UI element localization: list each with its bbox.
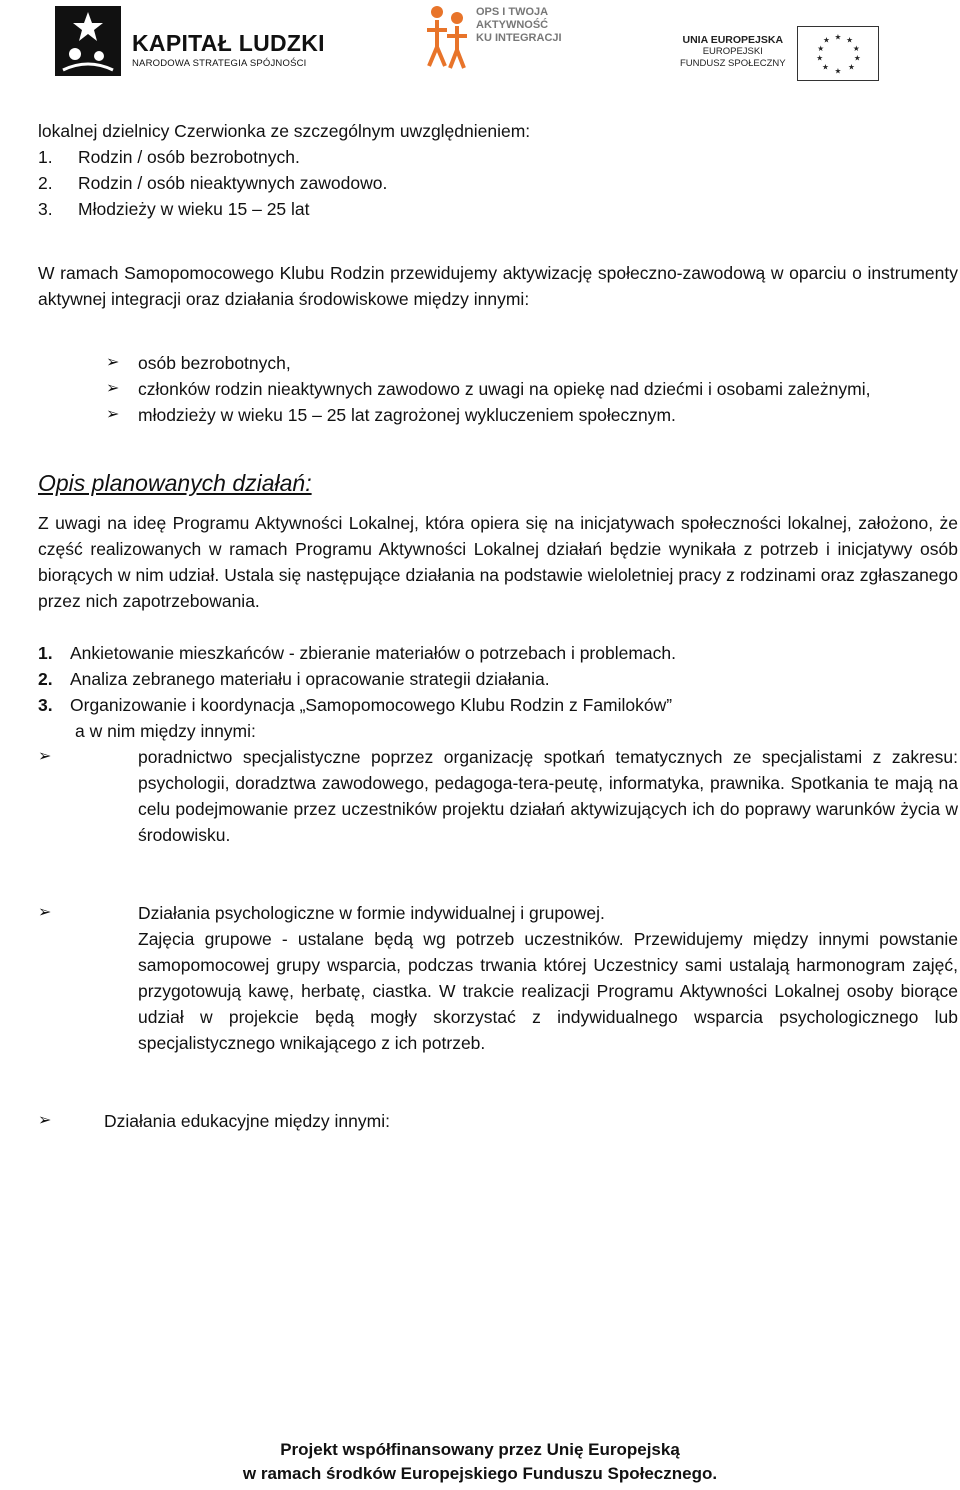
club-paragraph: W ramach Samopomocowego Klubu Rodzin przewidujemy aktywizację społeczno-zawodową w oparciu o instrumenty aktywnej integracji oraz działania środowiskowe między innymi: [38, 263, 958, 309]
kapital-ludzki-logo-icon [55, 6, 121, 76]
eu-flag-icon [797, 26, 879, 81]
footer-cofinancing: Projekt współfinansowany przez Unię Europejską w ramach środków Europejskiego Funduszu Społecznego. [242, 1440, 718, 1483]
list-item: ➢ Działania edukacyjne między innymi: [38, 1108, 958, 1134]
svg-text:★: ★ [848, 62, 855, 72]
list-item: ➢ Działania psychologiczne w formie indywidualnej i grupowej. Zajęcia grupowe - ustalane będą wg potrzeb uczestników. Przewidujemy między innymi powstanie samopomocowej grupy wsparcia, podczas trwania której Uczestnicy sami ustalają harmonogram zajęć, przygotowują kawę, herbatę, ciastka. W trakcie realizacji Programu Aktywności Lokalnej osoby biorące udział w projekcie będą mogły skorzystać z indywidualnego wsparcia psychologicznego lub specjalistycznego wnikającego z ich potrzeb. [38, 900, 958, 1056]
arrow-bullet-icon: ➢ [38, 1112, 52, 1129]
psych-detail: Zajęcia grupowe - ustalane będą wg potrzeb uczestników. Przewidujemy między innymi powstanie samopomocowej grupy wsparcia, podczas trwania której Uczestnicy sami ustalają harmonogram zajęć, przygotowują kawę, herbatę, ciastka. W trakcie realizacji Programu Aktywności Lokalnej osoby biorące udział w projekcie będą mogły skorzystać z indywidualnego wsparcia psychologicznego lub specjalistycznego wnikającego z ich potrzeb. [138, 929, 958, 1053]
arrow-bullet-icon: ➢ [106, 354, 120, 371]
list-item: ➢ młodzieży w wieku 15 – 25 lat zagrożonej wykluczeniem społecznym. [106, 402, 958, 428]
sub-intro: a w nim między innymi: [75, 721, 256, 741]
arrow-bullet-icon: ➢ [106, 406, 120, 423]
intro-lead: lokalnej dzielnicy Czerwionka ze szczególnym uwzględnieniem: [38, 121, 531, 141]
club-bullets [38, 350, 958, 428]
svg-text:★: ★ [834, 66, 842, 76]
svg-text:★: ★ [822, 35, 830, 45]
ops-logo-text: OPS I TWOJA AKTYWNOŚĆ KU INTEGRACJI [476, 6, 562, 44]
svg-text:★: ★ [816, 53, 824, 63]
list-item: ➢ osób bezrobotnych, [106, 350, 958, 376]
list-item: 3. Młodzieży w wieku 15 – 25 lat [38, 199, 310, 219]
section-heading: Opis planowanych działań: [38, 470, 312, 496]
sub-bullets [38, 744, 958, 1134]
svg-text:★: ★ [853, 53, 861, 63]
svg-text:★: ★ [822, 62, 829, 72]
list-item: 2. Rodzin / osób nieaktywnych zawodowo. [38, 173, 388, 193]
list-item: 1. Rodzin / osób bezrobotnych. [38, 147, 300, 167]
svg-text:★: ★ [852, 44, 860, 54]
list-item: ➢ poradnictwo specjalistyczne poprzez organizację spotkań tematycznych ze specjalistami z zakresu: psychologii, doradztwa zawodowego, pedagoga-tera-peutę, informatyka, prawnika. Spotkania te mają na celu podejmowanie przez uczestników projektu działań aktywizujących ich do poprawy warunków życia w środowisku. [38, 744, 958, 848]
svg-text:★: ★ [834, 32, 842, 42]
header-logos [0, 0, 960, 90]
list-item: 3. Organizowanie i koordynacja „Samopomocowego Klubu Rodzin z Familoków” [38, 695, 673, 715]
actions-list [38, 640, 958, 718]
ue-logo-text: UNIA EUROPEJSKA EUROPEJSKI FUNDUSZ SPOŁECZNY [680, 34, 786, 69]
arrow-bullet-icon: ➢ [38, 904, 52, 921]
actions-paragraph: Z uwagi na ideę Programu Aktywności Lokalnej, która opiera się na inicjatywach społeczności lokalnej, założono, że część realizowanych w ramach Programu Aktywności Lokalnej działań będzie wynikała z potrzeb i inicjatywy osób biorących w nim udział. Ustala się następujące działania na podstawie wieloletniej pracy z rodzinami oraz zgłaszanego przez nich zapotrzebowania. [38, 513, 958, 611]
list-item: ➢ członków rodzin nieaktywnych zawodowo z uwagi na opiekę nad dziećmi i osobami zależnymi, [106, 376, 958, 402]
list-item: 2. Analiza zebranego materiału i opracowanie strategii działania. [38, 669, 550, 689]
list-item: 1. Ankietowanie mieszkańców - zbieranie materiałów o potrzebach i problemach. [38, 643, 676, 663]
target-group-list [38, 144, 958, 222]
svg-text:★: ★ [846, 35, 854, 45]
arrow-bullet-icon: ➢ [38, 748, 52, 765]
ops-figures-icon [423, 2, 473, 72]
document-body [38, 118, 958, 1134]
kapital-ludzki-subtitle: NARODOWA STRATEGIA SPÓJNOŚCI [132, 58, 307, 69]
arrow-bullet-icon: ➢ [106, 380, 120, 397]
kapital-ludzki-title: KAPITAŁ LUDZKI [132, 30, 325, 56]
svg-text:★: ★ [817, 44, 825, 54]
